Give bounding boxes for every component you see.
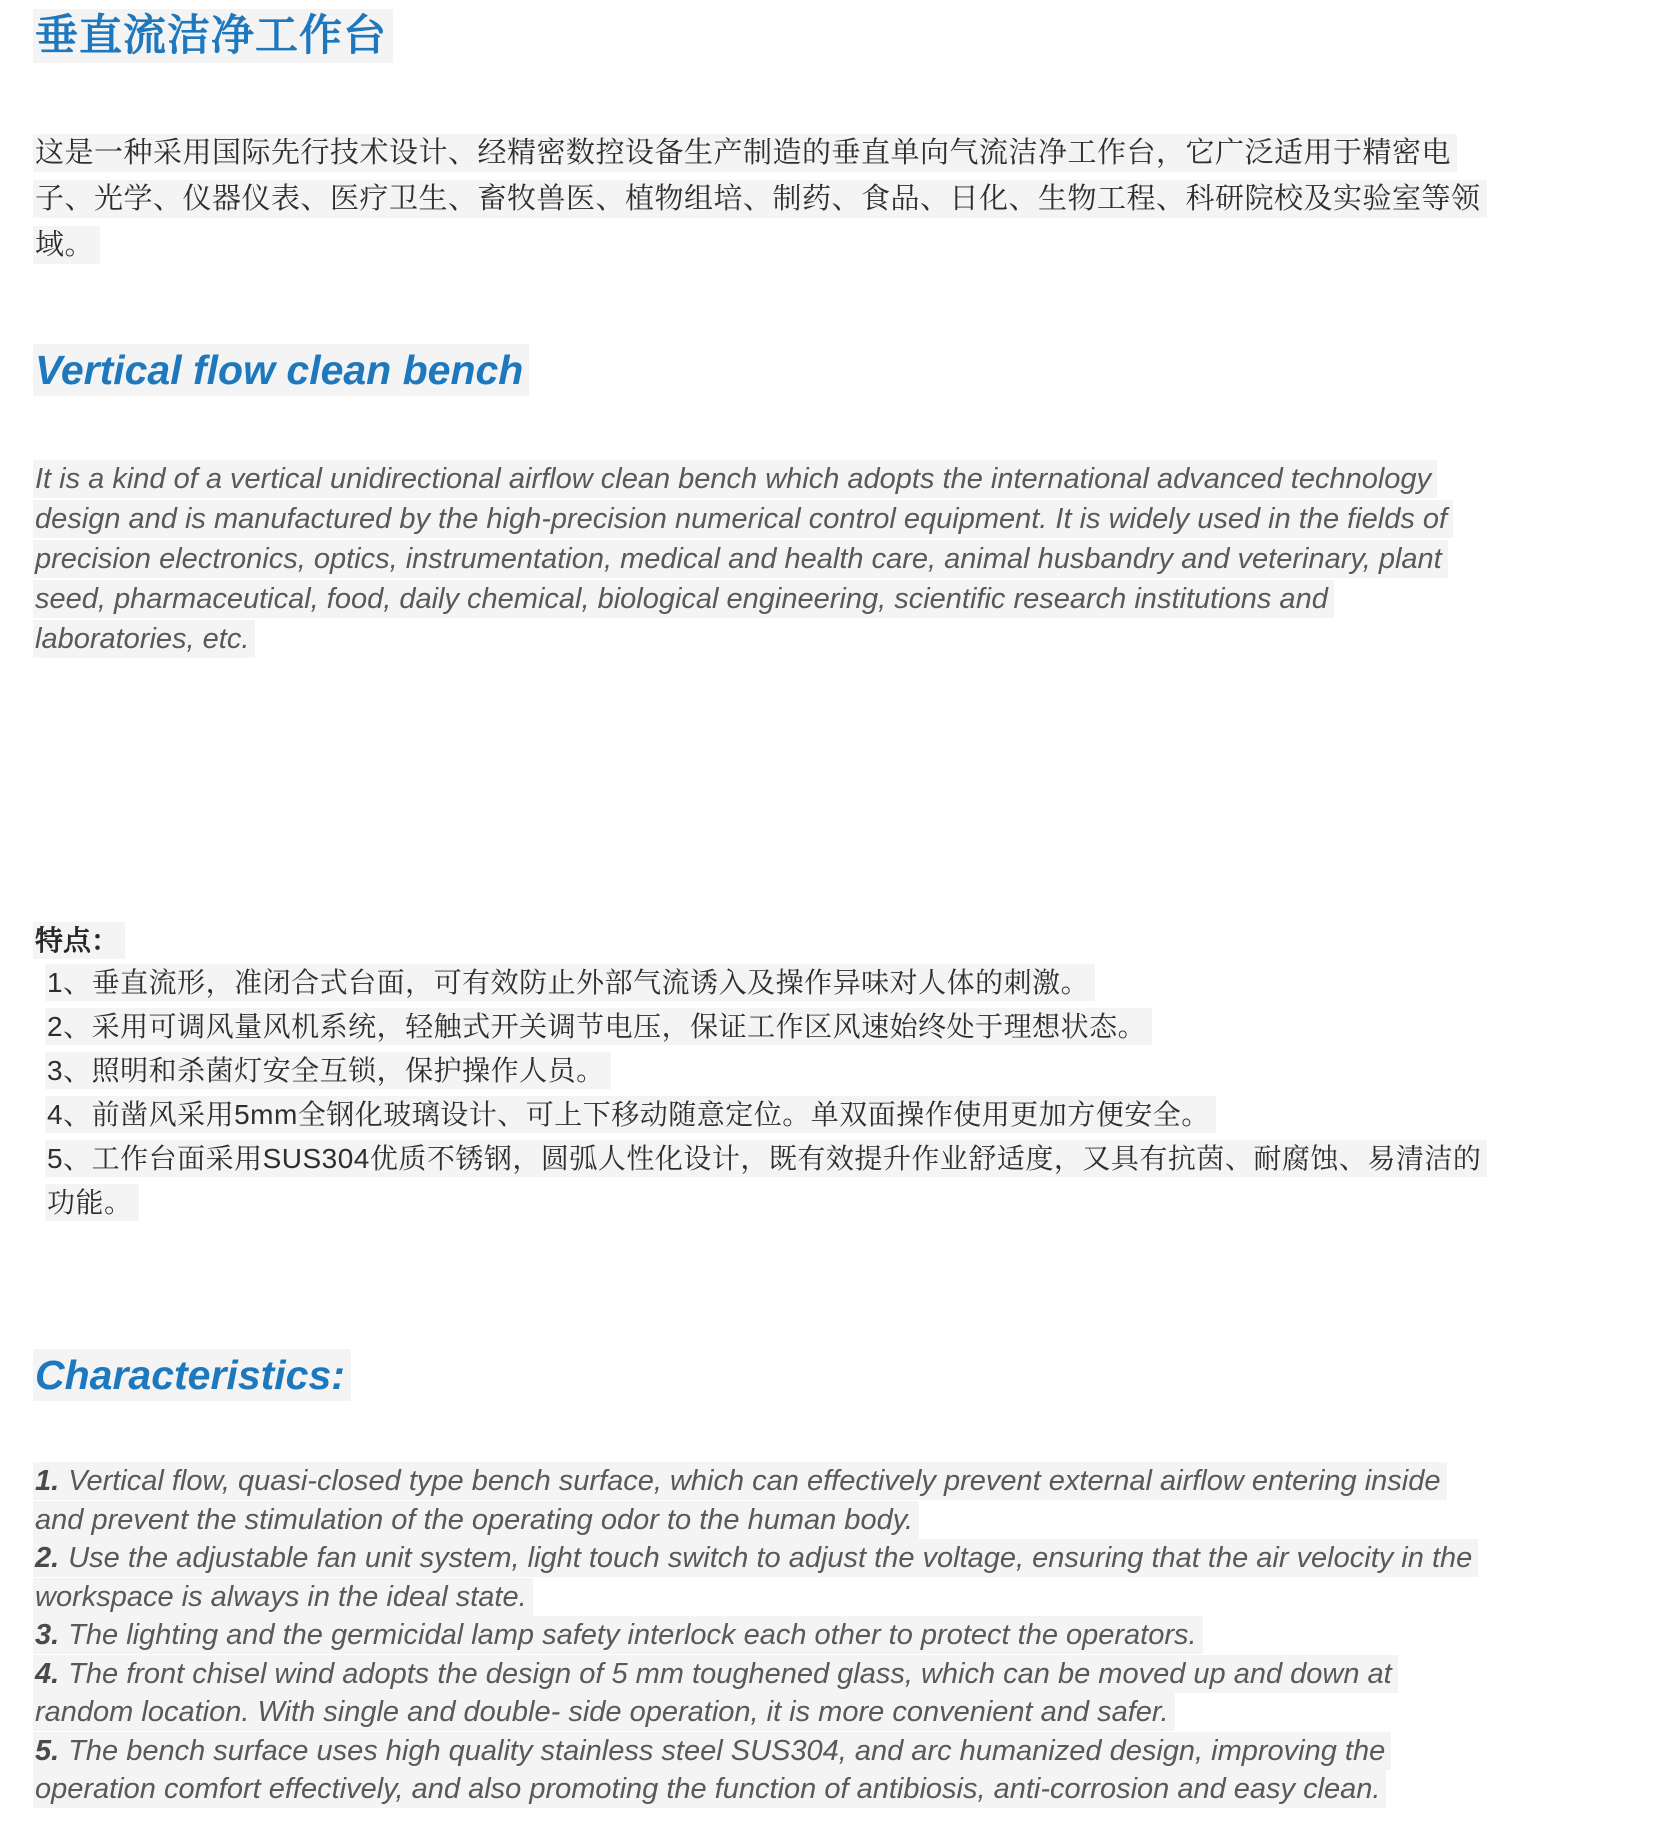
characteristics-heading <box>33 1351 1625 1400</box>
characteristic-item-4-number: 4. <box>35 1657 60 1690</box>
characteristic-item-5-number: 5. <box>35 1734 60 1767</box>
intro-paragraph-zh-text: 这是一种采用国际先行技术设计、经精密数控设备生产制造的垂直单向气流洁净工作台，它广泛适用于精密电子、光学、仪器仪表、医疗卫生、畜牧兽医、植物组培、制药、食品、日化、生物工程、科研院校及实验室等领域。 <box>33 134 1487 264</box>
features-heading-text: 特点： <box>33 922 125 959</box>
page-title-zh-text: 垂直流洁净工作台 <box>33 9 393 63</box>
feature-item-1-text: 1、垂直流形，准闭合式台面，可有效防止外部气流诱入及操作异味对人体的刺激。 <box>45 964 1095 1001</box>
intro-paragraph-zh <box>33 130 1488 268</box>
characteristic-item-1-number: 1. <box>35 1465 60 1498</box>
characteristic-item-2-text: Use the adjustable fan unit system, light touch switch to adjust the voltage, ensuring that the air velocity in the workspace is always in the ideal state. <box>35 1542 1473 1613</box>
feature-item-4-text: 4、前凿风采用5mm全钢化玻璃设计、可上下移动随意定位。单双面操作使用更加方便安全。 <box>45 1096 1216 1133</box>
characteristic-item-1-text: Vertical flow, quasi-closed type bench surface, which can effectively prevent external airflow entering inside and prevent the stimulation of the operating odor to the human body. <box>35 1465 1441 1536</box>
characteristics-heading-text: Characteristics: <box>33 1349 351 1401</box>
characteristic-item-3-number: 3. <box>35 1619 60 1652</box>
characteristics-section <box>33 1462 1488 1809</box>
feature-item-5 <box>33 1137 1485 1225</box>
page-title-en <box>33 346 1625 395</box>
feature-item-1 <box>33 961 1485 1005</box>
feature-item-2-text: 2、采用可调风量风机系统，轻触式开关调节电压，保证工作区风速始终处于理想状态。 <box>45 1008 1152 1045</box>
feature-item-2 <box>33 1005 1485 1049</box>
characteristic-item-3-text: The lighting and the germicidal lamp safety interlock each other to protect the operators. <box>68 1619 1197 1652</box>
characteristic-item-4 <box>33 1655 1488 1732</box>
characteristic-item-2 <box>33 1539 1488 1616</box>
page-title-zh <box>33 10 1625 64</box>
feature-item-3 <box>33 1049 1485 1093</box>
features-heading <box>33 921 1625 961</box>
characteristic-item-5-text: The bench surface uses high quality stainless steel SUS304, and arc humanized design, improving the operation comfort effectively, and also promoting the function of antibiosis, anti-corrosion and easy clean. <box>35 1734 1386 1806</box>
features-section <box>33 921 1625 1225</box>
intro-paragraph-en-text: It is a kind of a vertical unidirectional airflow clean bench which adopts the international advanced technology design and is manufactured by the high-precision numerical control equipment. It is widely used in the fields of precision electronics, optics, instrumentation, medical and health care, animal husbandry and veterinary, plant seed, pharmaceutical, food, daily chemical, biological engineering, scientific research institutions and laboratories, etc. <box>33 460 1453 658</box>
characteristic-item-5 <box>33 1732 1488 1809</box>
intro-paragraph-en <box>33 459 1463 659</box>
characteristic-item-1 <box>33 1462 1488 1539</box>
feature-item-4 <box>33 1093 1485 1137</box>
characteristic-item-3 <box>33 1616 1488 1655</box>
characteristic-item-4-text: The front chisel wind adopts the design of 5 mm toughened glass, which can be moved up and down at random location. With single and double- side operation, it is more convenient and safer. <box>35 1657 1392 1729</box>
characteristic-item-2-number: 2. <box>35 1542 60 1575</box>
page-title-en-text: Vertical flow clean bench <box>33 344 529 396</box>
feature-item-5-text: 5、工作台面采用SUS304优质不锈钢，圆弧人性化设计，既有效提升作业舒适度，又具有抗茵、耐腐蚀、易清洁的功能。 <box>45 1140 1487 1221</box>
feature-item-3-text: 3、照明和杀菌灯安全互锁，保护操作人员。 <box>45 1052 611 1089</box>
